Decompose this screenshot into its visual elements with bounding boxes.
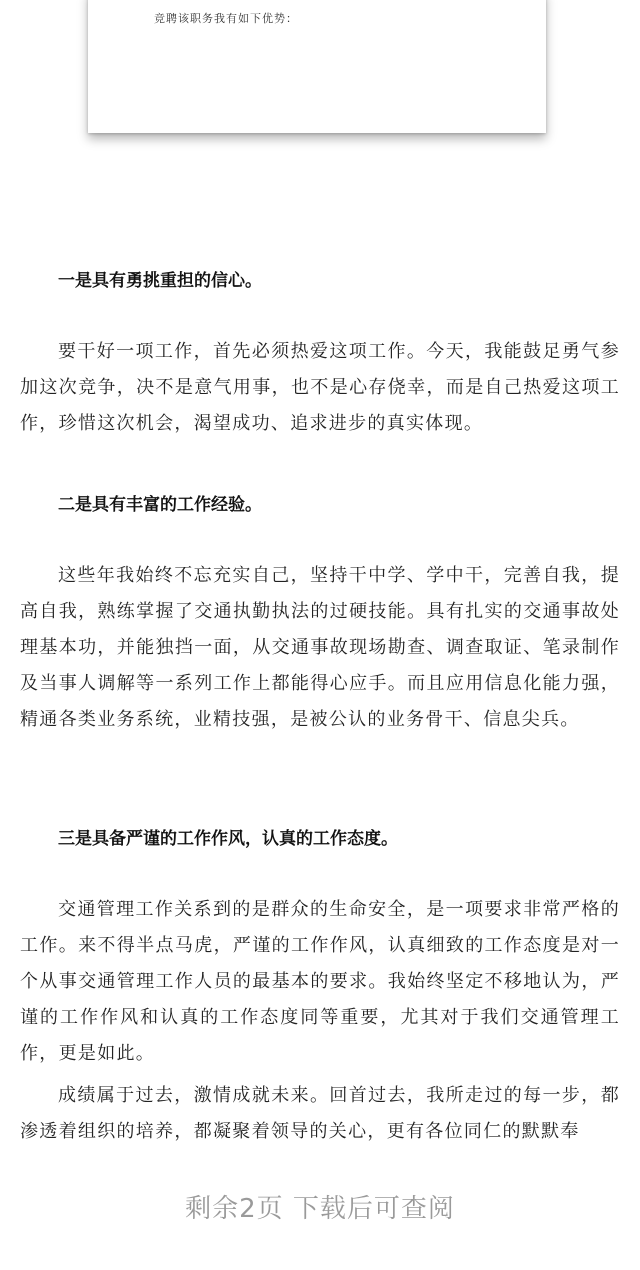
section-heading-2: 二是具有丰富的工作经验。 — [58, 495, 262, 515]
section-paragraph-3: 交通管理工作关系到的是群众的生命安全，是一项要求非常严格的工作。来不得半点马虎，严谨的工作作风，认真细致的工作态度是对一个从事交通管理工作人员的最基本的要求。我始终坚定不移地认为，严谨的工作作风和认真的工作态度同等重要，尤其对于我们交通管理工作，更是如此。 — [20, 899, 620, 1064]
section-heading-3: 三是具备严谨的工作作风，认真的工作态度。 — [58, 829, 398, 849]
preview-text-line: 竞聘该职务我有如下优势： — [154, 12, 298, 25]
remaining-pages-notice[interactable]: 剩余2页 下载后可查阅 — [185, 1194, 455, 1224]
document-preview-card — [88, 0, 546, 133]
section-paragraph-1: 要干好一项工作，首先必须热爱这项工作。今天，我能鼓足勇气参加这次竞争，决不是意气用事，也不是心存侥幸，而是自己热爱这项工作，珍惜这次机会，渴望成功、追求进步的真实体现。 — [20, 341, 620, 434]
section-heading-1: 一是具有勇挑重担的信心。 — [58, 271, 262, 291]
section-paragraph-4: 成绩属于过去，激情成就未来。回首过去，我所走过的每一步，都渗透着组织的培养，都凝聚着领导的关心，更有各位同仁的默默奉 — [20, 1085, 620, 1142]
section-paragraph-2: 这些年我始终不忘充实自己，坚持干中学、学中干，完善自我，提高自我，熟练掌握了交通执勤执法的过硬技能。具有扎实的交通事故处理基本功，并能独挡一面，从交通事故现场勘查、调查取证、笔录制作及当事人调解等一系列工作上都能得心应手。而且应用信息化能力强，精通各类业务系统，业精技强，是被公认的业务骨干、信息尖兵。 — [20, 565, 620, 730]
